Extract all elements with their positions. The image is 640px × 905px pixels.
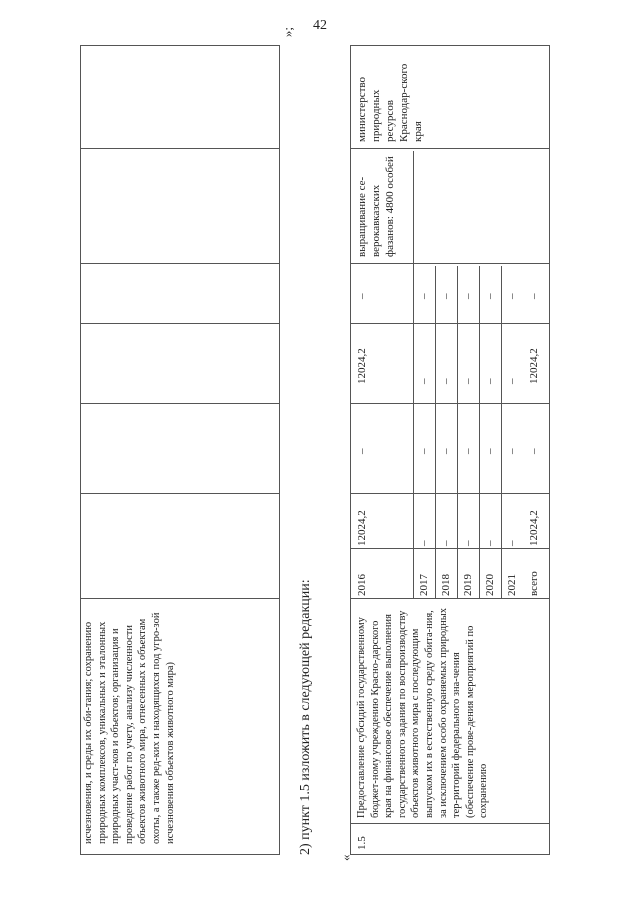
row-total: – xyxy=(440,540,452,546)
table-divider xyxy=(351,598,549,599)
amendment-heading: 2) пункт 1.5 изложить в следующей редакции: xyxy=(298,579,313,855)
row-total: 12024,2 xyxy=(528,510,540,546)
item-result: выращивание се-верокавказских фазанов: 4800 особей xyxy=(356,156,396,257)
row-regional: – xyxy=(506,378,518,384)
table-divider xyxy=(351,493,549,494)
item-description: Предоставление субсидий государственному бюджет-ному учреждению Красно-дарского края на финансовое обеспечение выполнения государственного задания по воспроизводству объектов животного мира с последующим выпуском их в естественную среду обита-ния, за исключением особо охраняемых природных тер-риторий федерального зна-чения (обеспечение прове-дения мероприятий по сохранению xyxy=(356,607,490,818)
row-regional: – xyxy=(484,378,496,384)
row-total: – xyxy=(418,540,430,546)
table-divider xyxy=(81,493,279,494)
row-year: 2020 xyxy=(484,574,496,596)
row-federal: – xyxy=(462,448,474,454)
row-total: – xyxy=(462,540,474,546)
item-table xyxy=(350,45,550,855)
continuation-table xyxy=(80,45,280,855)
row-local: – xyxy=(528,293,540,299)
row-divider xyxy=(413,151,414,599)
row-divider xyxy=(457,266,458,599)
row-year: 2021 xyxy=(506,574,518,596)
row-year: всего xyxy=(528,571,540,596)
table-divider xyxy=(351,148,549,149)
table-divider xyxy=(81,323,279,324)
table-divider xyxy=(351,548,549,549)
row-year: 2019 xyxy=(462,574,474,596)
table-divider xyxy=(81,148,279,149)
row-local: – xyxy=(484,293,496,299)
row-total: – xyxy=(506,540,518,546)
row-local: – xyxy=(506,293,518,299)
row-federal: – xyxy=(440,448,452,454)
row-regional: 12024,2 xyxy=(356,348,368,384)
row-total: 12024,2 xyxy=(356,510,368,546)
row-total: – xyxy=(484,540,496,546)
closing-quote: »; xyxy=(280,27,295,38)
opening-quote: « xyxy=(338,854,353,861)
table-divider xyxy=(351,323,549,324)
table-divider xyxy=(351,263,549,264)
row-year: 2016 xyxy=(356,574,368,596)
row-regional: – xyxy=(440,378,452,384)
row-local: – xyxy=(418,293,430,299)
table-divider xyxy=(351,823,549,824)
table-divider xyxy=(351,403,549,404)
row-local: – xyxy=(462,293,474,299)
row-divider xyxy=(501,266,502,599)
item-number: 1.5 xyxy=(356,836,368,850)
table-divider xyxy=(81,263,279,264)
row-local: – xyxy=(440,293,452,299)
row-regional: – xyxy=(462,378,474,384)
table-divider xyxy=(81,598,279,599)
item-executor: министерство природных ресурсов Краснодар-ского края xyxy=(356,63,424,142)
row-federal: – xyxy=(506,448,518,454)
page-number: 42 xyxy=(313,18,327,33)
row-year: 2018 xyxy=(440,574,452,596)
row-year: 2017 xyxy=(418,574,430,596)
row-federal: – xyxy=(356,448,368,454)
row-federal: – xyxy=(484,448,496,454)
row-regional: – xyxy=(418,378,430,384)
row-local: – xyxy=(356,293,368,299)
rotated-page-content xyxy=(80,27,550,861)
table-divider xyxy=(81,403,279,404)
row-divider xyxy=(479,266,480,599)
row-regional: 12024,2 xyxy=(528,348,540,384)
continuation-description: исчезновения, и среды их оби-тания; сохранению природных комплексов, уникальных и эталонных природных участ-ков и объектов; организация и проведение работ по учету, анализу численности объектов животного мира, отнесенных к объектам охоты, а также ред-ких и находящихся под угро-зой исчезновения объектов животного мира) xyxy=(83,612,176,844)
row-federal: – xyxy=(418,448,430,454)
row-divider xyxy=(435,266,436,599)
row-federal: – xyxy=(528,448,540,454)
